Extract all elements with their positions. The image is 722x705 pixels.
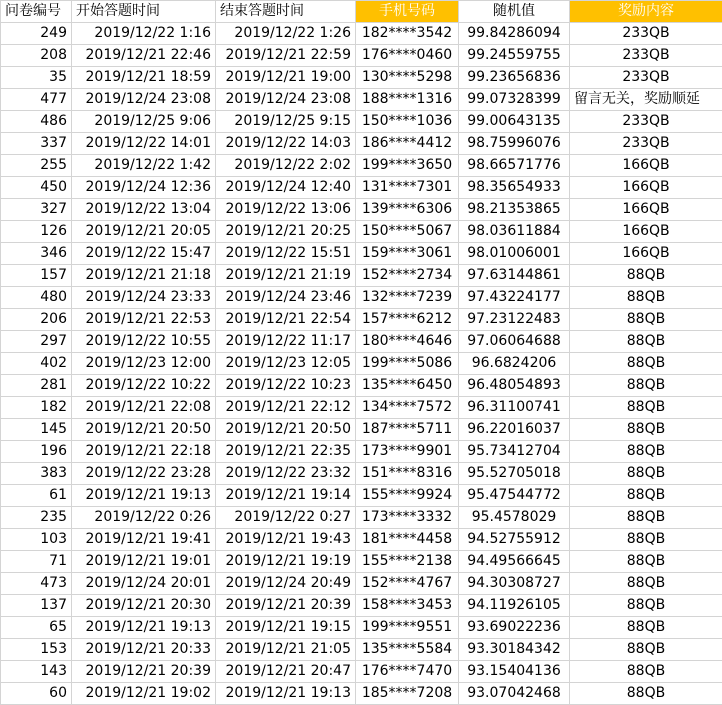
cell-phone[interactable]: 188****1316: [356, 89, 459, 111]
cell-phone[interactable]: 158****3453: [356, 595, 459, 617]
cell-reward[interactable]: 233QB: [570, 45, 722, 67]
cell-reward[interactable]: 233QB: [570, 67, 722, 89]
cell-reward[interactable]: 166QB: [570, 155, 722, 177]
table-row: [1, 397, 722, 419]
cell-reward[interactable]: 88QB: [570, 595, 722, 617]
cell-start-time[interactable]: 2019/12/21 22:53: [72, 309, 216, 331]
cell-reward[interactable]: 88QB: [570, 441, 722, 463]
table-row: [1, 331, 722, 353]
cell-end-time[interactable]: 2019/12/22 14:03: [216, 133, 356, 155]
cell-reward[interactable]: 88QB: [570, 309, 722, 331]
cell-random-value[interactable]: 96.22016037: [459, 419, 570, 441]
cell-end-time[interactable]: 2019/12/21 22:12: [216, 397, 356, 419]
cell-survey-id[interactable]: 480: [1, 287, 72, 309]
cell-survey-id[interactable]: 60: [1, 683, 72, 705]
cell-survey-id[interactable]: 182: [1, 397, 72, 419]
cell-start-time[interactable]: 2019/12/22 10:55: [72, 331, 216, 353]
cell-phone[interactable]: 199****3650: [356, 155, 459, 177]
cell-phone[interactable]: 186****4412: [356, 133, 459, 155]
cell-random-value[interactable]: 99.23656836: [459, 67, 570, 89]
table-row: [1, 133, 722, 155]
cell-reward[interactable]: 88QB: [570, 331, 722, 353]
cell-random-value[interactable]: 99.07328399: [459, 89, 570, 111]
cell-start-time[interactable]: 2019/12/22 23:28: [72, 463, 216, 485]
cell-end-time[interactable]: 2019/12/21 19:19: [216, 551, 356, 573]
cell-reward[interactable]: 88QB: [570, 639, 722, 661]
cell-phone[interactable]: 199****9551: [356, 617, 459, 639]
cell-reward[interactable]: 233QB: [570, 133, 722, 155]
cell-end-time[interactable]: 2019/12/21 20:39: [216, 595, 356, 617]
cell-random-value[interactable]: 99.00643135: [459, 111, 570, 133]
cell-start-time[interactable]: 2019/12/21 20:33: [72, 639, 216, 661]
cell-random-value[interactable]: 93.69022236: [459, 617, 570, 639]
cell-phone[interactable]: 151****8316: [356, 463, 459, 485]
cell-start-time[interactable]: 2019/12/21 19:02: [72, 683, 216, 705]
cell-survey-id[interactable]: 143: [1, 661, 72, 683]
cell-start-time[interactable]: 2019/12/21 19:41: [72, 529, 216, 551]
table-row: [1, 155, 722, 177]
cell-end-time[interactable]: 2019/12/24 20:49: [216, 573, 356, 595]
cell-survey-id[interactable]: 235: [1, 507, 72, 529]
cell-phone[interactable]: 132****7239: [356, 287, 459, 309]
cell-end-time[interactable]: 2019/12/21 19:14: [216, 485, 356, 507]
cell-survey-id[interactable]: 450: [1, 177, 72, 199]
cell-survey-id[interactable]: 346: [1, 243, 72, 265]
cell-start-time[interactable]: 2019/12/21 19:01: [72, 551, 216, 573]
cell-random-value[interactable]: 98.35654933: [459, 177, 570, 199]
cell-reward[interactable]: 88QB: [570, 683, 722, 705]
table-header: [1, 1, 722, 23]
cell-end-time[interactable]: 2019/12/21 19:00: [216, 67, 356, 89]
cell-random-value[interactable]: 99.24559755: [459, 45, 570, 67]
cell-reward[interactable]: 88QB: [570, 287, 722, 309]
cell-survey-id[interactable]: 208: [1, 45, 72, 67]
cell-random-value[interactable]: 97.23122483: [459, 309, 570, 331]
table-row: [1, 353, 722, 375]
cell-start-time[interactable]: 2019/12/24 12:36: [72, 177, 216, 199]
table-row: [1, 639, 722, 661]
cell-reward[interactable]: 166QB: [570, 221, 722, 243]
cell-start-time[interactable]: 2019/12/21 22:46: [72, 45, 216, 67]
cell-survey-id[interactable]: 196: [1, 441, 72, 463]
cell-random-value[interactable]: 95.73412704: [459, 441, 570, 463]
header-reward[interactable]: 奖励内容: [570, 1, 722, 23]
cell-start-time[interactable]: 2019/12/25 9:06: [72, 111, 216, 133]
cell-phone[interactable]: 187****5711: [356, 419, 459, 441]
cell-random-value[interactable]: 97.43224177: [459, 287, 570, 309]
header-start-time[interactable]: 开始答题时间: [72, 1, 216, 23]
cell-reward[interactable]: 88QB: [570, 375, 722, 397]
cell-random-value[interactable]: 94.49566645: [459, 551, 570, 573]
header-survey-id[interactable]: 问卷编号: [1, 1, 72, 23]
cell-reward[interactable]: 留言无关，奖励顺延: [570, 89, 722, 111]
cell-random-value[interactable]: 95.4578029: [459, 507, 570, 529]
table-row: [1, 199, 722, 221]
cell-phone[interactable]: 131****7301: [356, 177, 459, 199]
cell-survey-id[interactable]: 61: [1, 485, 72, 507]
cell-reward[interactable]: 88QB: [570, 551, 722, 573]
cell-reward[interactable]: 88QB: [570, 397, 722, 419]
cell-random-value[interactable]: 99.84286094: [459, 23, 570, 45]
table-body: [1, 23, 722, 705]
cell-random-value[interactable]: 97.06064688: [459, 331, 570, 353]
cell-survey-id[interactable]: 249: [1, 23, 72, 45]
cell-survey-id[interactable]: 157: [1, 265, 72, 287]
header-phone[interactable]: 手机号码: [356, 1, 459, 23]
cell-start-time[interactable]: 2019/12/22 10:22: [72, 375, 216, 397]
table-row: [1, 23, 722, 45]
cell-phone[interactable]: 155****2138: [356, 551, 459, 573]
cell-random-value[interactable]: 98.21353865: [459, 199, 570, 221]
cell-start-time[interactable]: 2019/12/21 18:59: [72, 67, 216, 89]
cell-end-time[interactable]: 2019/12/21 20:25: [216, 221, 356, 243]
cell-end-time[interactable]: 2019/12/22 2:02: [216, 155, 356, 177]
cell-random-value[interactable]: 97.63144861: [459, 265, 570, 287]
cell-reward[interactable]: 88QB: [570, 507, 722, 529]
cell-reward[interactable]: 88QB: [570, 463, 722, 485]
cell-end-time[interactable]: 2019/12/21 19:15: [216, 617, 356, 639]
cell-reward[interactable]: 233QB: [570, 111, 722, 133]
cell-random-value[interactable]: 98.03611884: [459, 221, 570, 243]
cell-reward[interactable]: 88QB: [570, 617, 722, 639]
cell-end-time[interactable]: 2019/12/21 22:35: [216, 441, 356, 463]
cell-random-value[interactable]: 98.75996076: [459, 133, 570, 155]
cell-random-value[interactable]: 96.6824206: [459, 353, 570, 375]
cell-survey-id[interactable]: 337: [1, 133, 72, 155]
cell-survey-id[interactable]: 477: [1, 89, 72, 111]
table-row: [1, 529, 722, 551]
cell-random-value[interactable]: 93.07042468: [459, 683, 570, 705]
cell-phone[interactable]: 180****4646: [356, 331, 459, 353]
cell-survey-id[interactable]: 145: [1, 419, 72, 441]
cell-phone[interactable]: 152****4767: [356, 573, 459, 595]
cell-random-value[interactable]: 93.30184342: [459, 639, 570, 661]
cell-reward[interactable]: 88QB: [570, 661, 722, 683]
cell-survey-id[interactable]: 103: [1, 529, 72, 551]
table-row: [1, 485, 722, 507]
cell-random-value[interactable]: 98.66571776: [459, 155, 570, 177]
cell-random-value[interactable]: 98.01006001: [459, 243, 570, 265]
cell-start-time[interactable]: 2019/12/22 1:16: [72, 23, 216, 45]
cell-end-time[interactable]: 2019/12/21 19:43: [216, 529, 356, 551]
table-row: [1, 551, 722, 573]
cell-survey-id[interactable]: 153: [1, 639, 72, 661]
cell-reward[interactable]: 166QB: [570, 243, 722, 265]
cell-start-time[interactable]: 2019/12/21 20:30: [72, 595, 216, 617]
cell-phone[interactable]: 173****3332: [356, 507, 459, 529]
cell-reward[interactable]: 166QB: [570, 199, 722, 221]
cell-random-value[interactable]: 95.47544772: [459, 485, 570, 507]
table-row: [1, 507, 722, 529]
cell-reward[interactable]: 88QB: [570, 485, 722, 507]
cell-phone[interactable]: 150****5067: [356, 221, 459, 243]
cell-start-time[interactable]: 2019/12/22 1:42: [72, 155, 216, 177]
cell-start-time[interactable]: 2019/12/24 23:08: [72, 89, 216, 111]
cell-random-value[interactable]: 94.11926105: [459, 595, 570, 617]
cell-end-time[interactable]: 2019/12/21 21:19: [216, 265, 356, 287]
cell-survey-id[interactable]: 206: [1, 309, 72, 331]
cell-phone[interactable]: 182****3542: [356, 23, 459, 45]
cell-survey-id[interactable]: 65: [1, 617, 72, 639]
cell-end-time[interactable]: 2019/12/21 19:13: [216, 683, 356, 705]
cell-phone[interactable]: 135****5584: [356, 639, 459, 661]
table-row: [1, 595, 722, 617]
table-row: [1, 441, 722, 463]
cell-start-time[interactable]: 2019/12/22 15:47: [72, 243, 216, 265]
cell-start-time[interactable]: 2019/12/22 13:04: [72, 199, 216, 221]
cell-start-time[interactable]: 2019/12/21 22:08: [72, 397, 216, 419]
cell-survey-id[interactable]: 327: [1, 199, 72, 221]
cell-start-time[interactable]: 2019/12/21 20:39: [72, 661, 216, 683]
cell-end-time[interactable]: 2019/12/21 21:05: [216, 639, 356, 661]
table-row: [1, 375, 722, 397]
cell-survey-id[interactable]: 383: [1, 463, 72, 485]
cell-start-time[interactable]: 2019/12/21 22:18: [72, 441, 216, 463]
cell-reward[interactable]: 166QB: [570, 177, 722, 199]
table-row: [1, 463, 722, 485]
cell-end-time[interactable]: 2019/12/22 15:51: [216, 243, 356, 265]
cell-end-time[interactable]: 2019/12/21 22:54: [216, 309, 356, 331]
table-row: [1, 683, 722, 705]
cell-survey-id[interactable]: 473: [1, 573, 72, 595]
cell-reward[interactable]: 88QB: [570, 529, 722, 551]
cell-random-value[interactable]: 95.52705018: [459, 463, 570, 485]
table-row: [1, 617, 722, 639]
cell-end-time[interactable]: 2019/12/23 12:05: [216, 353, 356, 375]
cell-survey-id[interactable]: 297: [1, 331, 72, 353]
cell-phone[interactable]: 155****9924: [356, 485, 459, 507]
cell-survey-id[interactable]: 126: [1, 221, 72, 243]
cell-start-time[interactable]: 2019/12/21 19:13: [72, 485, 216, 507]
cell-phone[interactable]: 152****2734: [356, 265, 459, 287]
cell-start-time[interactable]: 2019/12/21 20:05: [72, 221, 216, 243]
cell-phone[interactable]: 173****9901: [356, 441, 459, 463]
table-row: [1, 111, 722, 133]
cell-end-time[interactable]: 2019/12/22 13:06: [216, 199, 356, 221]
table-row: [1, 177, 722, 199]
table-row: [1, 243, 722, 265]
cell-random-value[interactable]: 93.15404136: [459, 661, 570, 683]
cell-start-time[interactable]: 2019/12/23 12:00: [72, 353, 216, 375]
cell-end-time[interactable]: 2019/12/22 10:23: [216, 375, 356, 397]
cell-phone[interactable]: 199****5086: [356, 353, 459, 375]
cell-start-time[interactable]: 2019/12/22 14:01: [72, 133, 216, 155]
cell-survey-id[interactable]: 402: [1, 353, 72, 375]
cell-random-value[interactable]: 96.31100741: [459, 397, 570, 419]
cell-random-value[interactable]: 94.30308727: [459, 573, 570, 595]
table-row: [1, 221, 722, 243]
table-row: [1, 287, 722, 309]
cell-end-time[interactable]: 2019/12/22 23:32: [216, 463, 356, 485]
cell-random-value[interactable]: 94.52755912: [459, 529, 570, 551]
cell-phone[interactable]: 139****6306: [356, 199, 459, 221]
cell-phone[interactable]: 185****7208: [356, 683, 459, 705]
cell-start-time[interactable]: 2019/12/21 20:50: [72, 419, 216, 441]
cell-reward[interactable]: 88QB: [570, 353, 722, 375]
cell-start-time[interactable]: 2019/12/24 20:01: [72, 573, 216, 595]
cell-survey-id[interactable]: 35: [1, 67, 72, 89]
table-row: [1, 309, 722, 331]
cell-reward[interactable]: 88QB: [570, 419, 722, 441]
cell-end-time[interactable]: 2019/12/22 1:26: [216, 23, 356, 45]
cell-survey-id[interactable]: 255: [1, 155, 72, 177]
cell-phone[interactable]: 130****5298: [356, 67, 459, 89]
cell-start-time[interactable]: 2019/12/21 21:18: [72, 265, 216, 287]
table-row: [1, 573, 722, 595]
cell-start-time[interactable]: 2019/12/24 23:33: [72, 287, 216, 309]
table-row: [1, 265, 722, 287]
cell-end-time[interactable]: 2019/12/24 23:46: [216, 287, 356, 309]
cell-phone[interactable]: 176****0460: [356, 45, 459, 67]
table-row: [1, 89, 722, 111]
cell-phone[interactable]: 134****7572: [356, 397, 459, 419]
table-row: [1, 67, 722, 89]
cell-reward[interactable]: 88QB: [570, 265, 722, 287]
cell-end-time[interactable]: 2019/12/21 20:50: [216, 419, 356, 441]
cell-reward[interactable]: 233QB: [570, 23, 722, 45]
header-random-value[interactable]: 随机值: [459, 1, 570, 23]
cell-random-value[interactable]: 96.48054893: [459, 375, 570, 397]
table-row: [1, 45, 722, 67]
cell-phone[interactable]: 150****1036: [356, 111, 459, 133]
cell-end-time[interactable]: 2019/12/25 9:15: [216, 111, 356, 133]
cell-end-time[interactable]: 2019/12/22 11:17: [216, 331, 356, 353]
cell-reward[interactable]: 88QB: [570, 573, 722, 595]
cell-start-time[interactable]: 2019/12/22 0:26: [72, 507, 216, 529]
cell-end-time[interactable]: 2019/12/22 0:27: [216, 507, 356, 529]
cell-start-time[interactable]: 2019/12/21 19:13: [72, 617, 216, 639]
header-end-time[interactable]: 结束答题时间: [216, 1, 356, 23]
cell-end-time[interactable]: 2019/12/21 22:59: [216, 45, 356, 67]
cell-survey-id[interactable]: 281: [1, 375, 72, 397]
cell-phone[interactable]: 157****6212: [356, 309, 459, 331]
cell-survey-id[interactable]: 71: [1, 551, 72, 573]
table-row: [1, 419, 722, 441]
cell-phone[interactable]: 159****3061: [356, 243, 459, 265]
cell-end-time[interactable]: 2019/12/24 12:40: [216, 177, 356, 199]
table-row: [1, 661, 722, 683]
cell-phone[interactable]: 176****7470: [356, 661, 459, 683]
cell-phone[interactable]: 135****6450: [356, 375, 459, 397]
cell-end-time[interactable]: 2019/12/24 23:08: [216, 89, 356, 111]
cell-survey-id[interactable]: 486: [1, 111, 72, 133]
cell-survey-id[interactable]: 137: [1, 595, 72, 617]
cell-phone[interactable]: 181****4458: [356, 529, 459, 551]
header-row: [1, 1, 722, 23]
cell-end-time[interactable]: 2019/12/21 20:47: [216, 661, 356, 683]
